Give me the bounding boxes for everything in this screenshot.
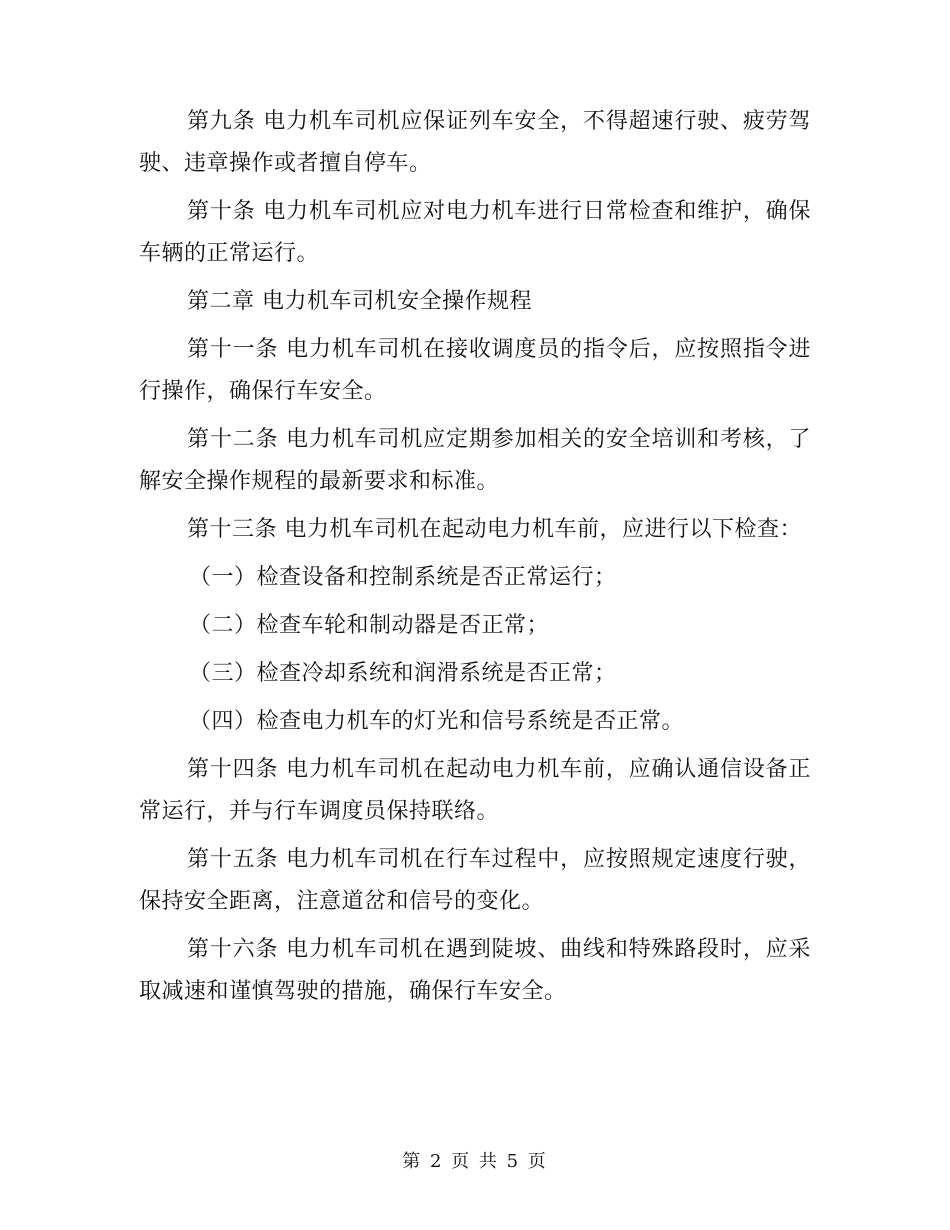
list-item: （一）检查设备和控制系统是否正常运行； [189,565,617,590]
list-item: （二）检查车轮和制动器是否正常； [189,613,550,638]
article-12: 第十二条 电力机车司机应定期参加相关的安全培训和考核，了解安全操作规程的最新要求和标准。 [139,427,811,494]
document-body [139,101,811,1019]
article-16: 第十六条 电力机车司机在遇到陡坡、曲线和特殊路段时，应采取减速和谨慎驾驶的措施，确保行车安全。 [139,937,811,1004]
article-10: 第十条 电力机车司机应对电力机车进行日常检查和维护，确保车辆的正常运行。 [139,199,811,266]
article-15: 第十五条 电力机车司机在行车过程中，应按照规定速度行驶，保持安全距离，注意道岔和信号的变化。 [139,847,811,914]
article-9: 第九条 电力机车司机应保证列车安全，不得超速行驶、疲劳驾驶、违章操作或者擅自停车。 [139,109,811,176]
page-footer: 第 2 页 共 5 页 [402,1151,548,1172]
list-item: （四）检查电力机车的灯光和信号系统是否正常。 [189,709,685,734]
article-13: 第十三条 电力机车司机在起动电力机车前，应进行以下检查： [187,517,802,542]
article-11: 第十一条 电力机车司机在接收调度员的指令后，应按照指令进行操作，确保行车安全。 [139,337,811,404]
chapter-heading: 第二章 电力机车司机安全操作规程 [187,289,532,314]
article-14: 第十四条 电力机车司机在起动电力机车前，应确认通信设备正常运行，并与行车调度员保持联络。 [139,757,811,824]
list-item: （三）检查冷却系统和润滑系统是否正常； [189,661,617,686]
